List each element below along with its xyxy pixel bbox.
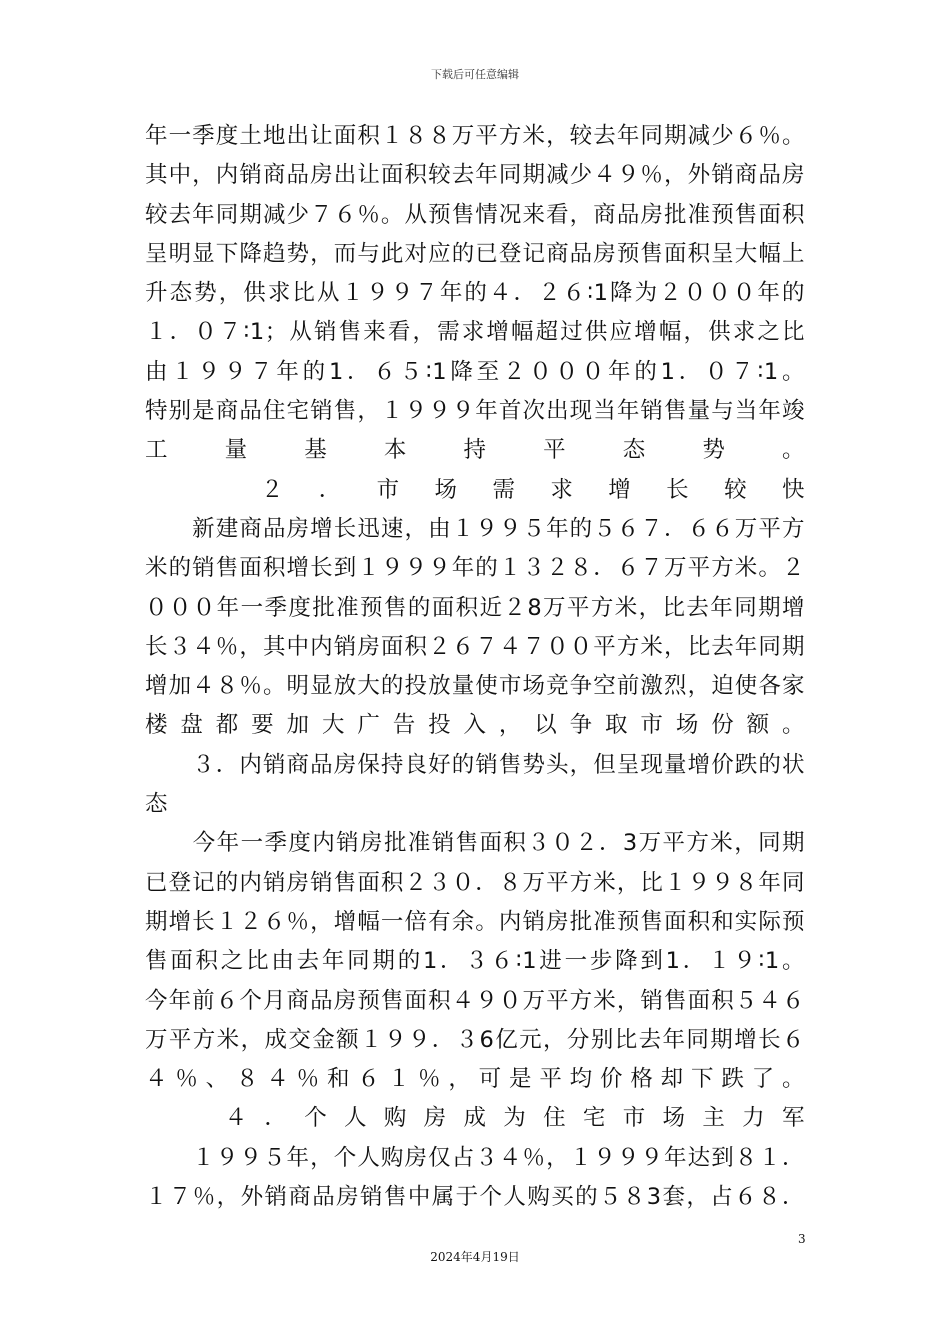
text-line: １．０７∶1；从销售来看，需求增幅超过供应增幅，供求之比 xyxy=(145,319,805,346)
text-line: 米的销售面积增长到１９９９年的１３２８．６７万平方米。２ xyxy=(145,555,805,582)
text-line: ４％、８４％和６１％，可是平均价格却下跌了。 xyxy=(145,1066,805,1093)
text-line: １７％，外销商品房销售中属于个人购买的５８3套，占６８． xyxy=(145,1184,805,1211)
text-line: 售面积之比由去年同期的1．３６∶1进一步降到1．１９∶1。 xyxy=(145,948,805,975)
text-line: 呈明显下降趋势，而与此对应的已登记商品房预售面积呈大幅上 xyxy=(145,240,805,267)
text-line: 新建商品房增长迅速，由１９９５年的５６７．６６万平方 xyxy=(145,515,805,542)
text-line: 工量基本持平态势。 xyxy=(145,437,805,464)
text-line: 较去年同期减少７６％。从预售情况来看，商品房批准预售面积 xyxy=(145,201,805,228)
text-line: 由１９９７年的1．６５∶1降至２０００年的1．０７∶1。 xyxy=(145,358,805,385)
text-line: 年一季度土地出让面积１８８万平方米，较去年同期减少６％。 xyxy=(145,123,805,149)
text-line: ０００年一季度批准预售的面积近２8万平方米，比去年同期增 xyxy=(145,594,805,621)
page-header: 下载后可任意编辑 xyxy=(431,68,519,81)
page-footer-date: 2024年4月19日 xyxy=(430,1250,520,1264)
text-line: 升态势，供求比从１９９７年的４．２６∶1降为２０００年的 xyxy=(145,280,805,307)
text-line: １９９５年，个人购房仅占３４％，１９９９年达到８１． xyxy=(145,1144,805,1171)
text-line: 长３４％，其中内销房面积２６７４７００平方米，比去年同期 xyxy=(145,633,805,660)
text-line: 万平方米，成交金额１９９．３6亿元，分别比去年同期增长６ xyxy=(145,1026,805,1053)
text-line: 今年一季度内销房批准销售面积３０２．3万平方米，同期 xyxy=(145,830,805,857)
text-line: 楼盘都要加大广告投入，以争取市场份额。 xyxy=(145,712,805,739)
text-line: 增加４８％。明显放大的投放量使市场竞争空前激烈，迫使各家 xyxy=(145,673,805,700)
text-line: 今年前６个月商品房预售面积４９０万平方米，销售面积５４６ xyxy=(145,987,805,1014)
text-line: 已登记的内销房销售面积２３０．８万平方米，比１９９８年同 xyxy=(145,869,805,896)
section-heading: ３．内销商品房保持良好的销售势头，但呈现量增价跌的状 xyxy=(145,751,805,778)
text-line: 期增长１２６％，增幅一倍有余。内销房批准预售面积和实际预 xyxy=(145,908,805,935)
body-text xyxy=(145,117,805,1217)
text-line: 特别是商品住宅销售，１９９９年首次出现当年销售量与当年竣 xyxy=(145,398,805,425)
section-heading-continued: 态 xyxy=(145,791,169,818)
page-number: 3 xyxy=(798,1232,806,1246)
section-heading: ４．个人购房成为住宅市场主力军 xyxy=(145,1105,805,1132)
text-line: 其中，内销商品房出让面积较去年同期减少４９％，外销商品房 xyxy=(145,162,805,189)
section-heading: ２．市场需求增长较快 xyxy=(145,476,805,503)
